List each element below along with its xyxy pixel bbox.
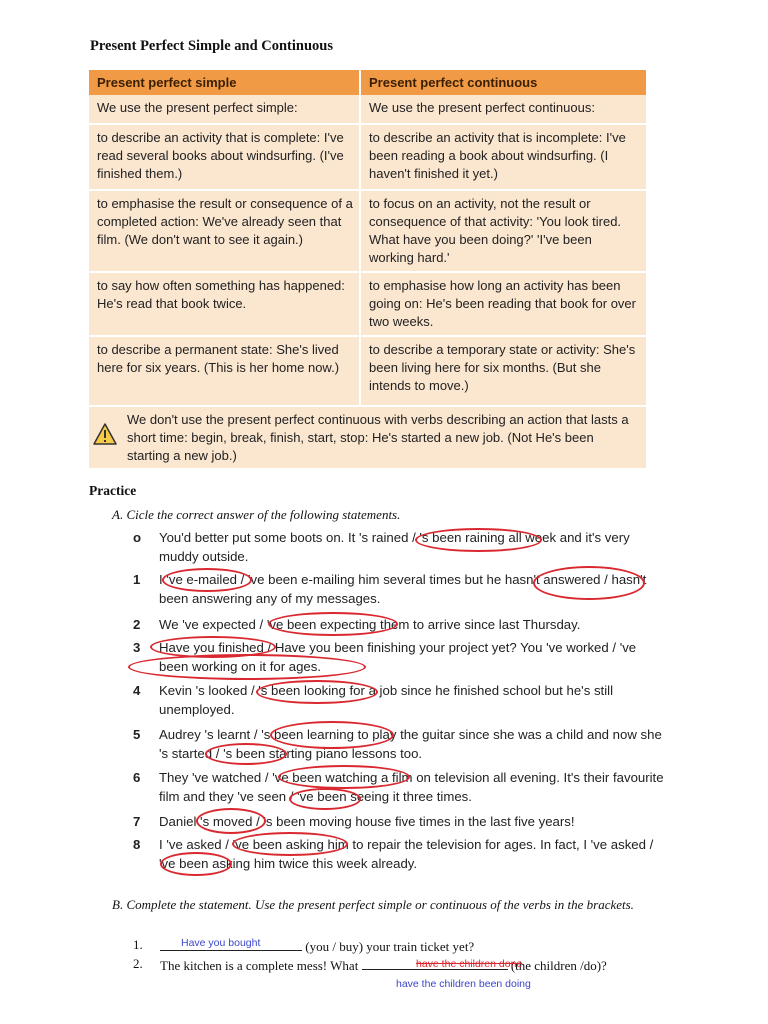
question-text: The kitchen is a complete mess! What	[160, 958, 362, 973]
item-text: I 've e-mailed / 've been e-mailing him several times but he hasn't answered / hasn't been answering any of my messages.	[159, 572, 647, 606]
header-continuous: Present perfect continuous	[359, 70, 646, 95]
item-number: 4	[133, 683, 141, 698]
item-text: They 've watched / 've been watching a film on television all evening. It's their favourite film and they 've seen / 've been seeing it three times.	[159, 770, 664, 804]
table-header	[89, 70, 646, 95]
table-cell: to emphasise how long an activity has been going on: He's been reading that book for over two weeks.	[359, 273, 646, 335]
answer-circle	[128, 654, 366, 680]
item-text: Audrey 's learnt / 's been learning to play the guitar since she was a child and now she 's started / 's been starting piano lessons too.	[159, 727, 662, 761]
item-number: 7	[133, 814, 141, 829]
table-row	[89, 191, 646, 271]
item-text: Kevin 's looked / 's been looking for a job since he finished school but he's still unemployed.	[159, 683, 613, 717]
question-text: (you / buy) your train ticket yet?	[302, 939, 475, 954]
table-row	[89, 273, 646, 335]
table-row	[89, 125, 646, 189]
table-cell: to say how often something has happened: He's read that book twice.	[97, 278, 345, 311]
answer-circle	[160, 852, 232, 876]
grammar-table	[89, 70, 646, 468]
item-number: 2	[133, 617, 141, 632]
item-text: I 've asked / 've been asking him to repair the television for ages. In fact, I 've asked / 've been asking him twice this week already.	[159, 837, 654, 871]
question-number: 1.	[133, 937, 143, 952]
warning-note	[89, 407, 646, 468]
item-number: 1	[133, 572, 141, 587]
table-cell: We use the present perfect continuous:	[359, 95, 646, 123]
item-text: Have you finished / Have you been finishing your project yet? You 've worked / 've been working on it for ages.	[159, 640, 637, 674]
answer-circle	[270, 721, 394, 749]
table-cell: to describe an activity that is incomplete: I've been reading a book about windsurfing. (I haven't finished it yet.)	[359, 125, 646, 189]
struck-answer: have the children done	[416, 958, 523, 970]
item-number: 3	[133, 640, 141, 655]
question-text: (the children /do)?	[507, 958, 607, 973]
table-cell: to emphasise the result or consequence of a completed action: We've already seen that film. (We don't want to see it again.)	[97, 196, 353, 247]
item-text: You'd better put some boots on. It 's rained / 's been raining all week and it's very muddy outside.	[159, 530, 630, 564]
answer-circle	[232, 832, 348, 856]
header-simple: Present perfect simple	[97, 75, 237, 90]
table-cell: to describe a temporary state or activity: She's been living here for six months. (But she intends to move.)	[359, 337, 646, 405]
practice-heading: Practice	[89, 483, 137, 498]
table-row	[89, 95, 646, 123]
answer-circle	[256, 680, 378, 704]
answer-circle	[268, 612, 398, 636]
item-number: 8	[133, 837, 141, 852]
section-b-instruction: B. Complete the statement. Use the present perfect simple or continuous of the verbs in the brackets.	[112, 897, 634, 912]
warning-text: We don't use the present perfect continuous with verbs describing an action that lasts a short time: begin, break, finish, start, stop: He's started a new job. (Not He's been starting a new job.)	[127, 412, 629, 463]
handwritten-answer: Have you bought	[181, 937, 261, 949]
table-cell: to describe an activity that is complete: I've read several books about windsurfing. (I've finished them.)	[97, 130, 344, 181]
table-row	[89, 337, 646, 405]
answer-circle	[196, 808, 266, 834]
item-number: 6	[133, 770, 141, 785]
item-number: o	[133, 530, 142, 545]
table-cell: to describe a permanent state: She's lived here for six years. (This is her home now.)	[97, 342, 340, 375]
section-a-instruction: A. Cicle the correct answer of the following statements.	[112, 507, 401, 522]
question-number: 2.	[133, 956, 143, 971]
warning-triangle-icon	[93, 423, 117, 445]
table-cell: to focus on an activity, not the result or consequence of that activity: 'You look tired. What have you been doing?' 'I've been working hard.'	[359, 191, 646, 271]
item-number: 5	[133, 727, 141, 742]
answer-circle	[205, 743, 287, 765]
answer-circle	[533, 566, 645, 600]
answer-circle	[415, 528, 542, 552]
answer-circle	[162, 568, 252, 592]
answer-circle	[289, 788, 361, 810]
table-cell: We use the present perfect simple:	[97, 100, 298, 115]
answer-circle	[278, 765, 410, 789]
item-text: Daniel 's moved / 's been moving house five times in the last five years!	[159, 814, 575, 829]
page-title: Present Perfect Simple and Continuous	[90, 38, 334, 54]
handwritten-answer: have the children been doing	[396, 978, 531, 990]
item-text: We 've expected / 've been expecting them to arrive since last Thursday.	[159, 617, 581, 632]
